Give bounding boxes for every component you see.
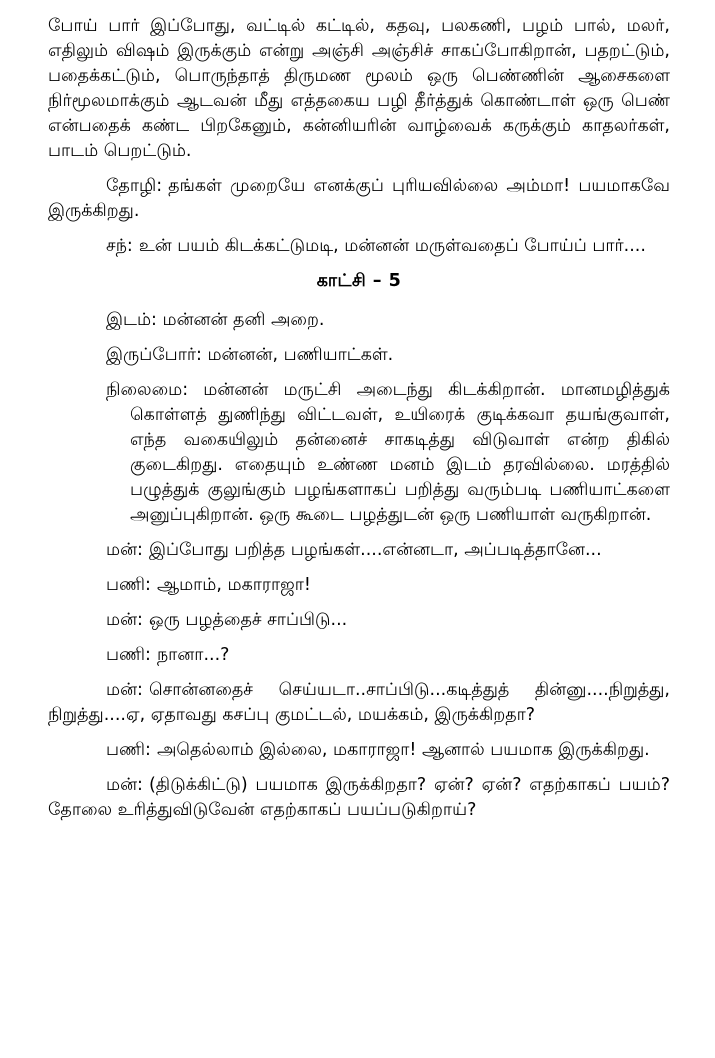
dialogue-text: அதெல்லாம் இல்லை, மகாராஜா! ஆனால் பயமாக இருக்கிறது. — [156, 740, 650, 760]
dialogue-text: ஆமாம், மகாராஜா! — [156, 575, 311, 595]
document-page — [48, 14, 670, 833]
speaker-label: சந்: — [106, 236, 133, 256]
dialogue-line — [48, 538, 670, 563]
dialogue-text: இப்போது பறித்த பழங்கள்....என்னடா, அப்படித்தானே... — [148, 540, 602, 560]
dialogue-line — [48, 773, 670, 823]
scene-situation-text: நிலைமை: மன்னன் மருட்சி அடைந்து கிடக்கிறான். மானமழித்துக் கொள்ளத் துணிந்து விட்டவள், உயிரைக் குடிக்கவா தயங்குவாள், எந்த வகையிலும் தன்னைச் சாகடித்து விடுவாள் என்ற திகில் குடைகிறது. எதையும் உண்ண மனம் இடம் தரவில்லை. மரத்தில் பழுத்துக் குலுங்கும் பழங்களாகப் பறித்து வரும்படி பணியாட்களை அனுப்புகிறான். ஒரு கூடை பழத்துடன் ஒரு பணியாள் வருகிறான். — [106, 380, 670, 525]
dialogue-line — [48, 608, 670, 633]
dialogue-text: சொன்னதைச் செய்யடா..சாப்பிடு...கடித்துத் தின்னு....நிறுத்து, நிறுத்து....ஏ, ஏதாவது கசப்பு குமட்டல், மயக்கம், இருக்கிறதா? — [48, 680, 670, 725]
speaker-label: பணி: — [106, 575, 151, 595]
narration-paragraph: போய் பார் இப்போது, வட்டில் கட்டில், கதவு, பலகணி, பழம் பால், மலர், எதிலும் விஷம் இருக்கும் என்று அஞ்சி அஞ்சிச் சாகப்போகிறான், பதறட்டும், பதைக்கட்டும், பொருந்தாத் திருமண மூலம் ஒரு பெண்ணின் ஆசைகளை நிர்மூலமாக்கும் ஆடவன் மீது எத்தகைய பழி தீர்த்துக் கொண்டாள் ஒரு பெண் என்பதைக் கண்ட பிறகேனும், கன்னியரின் வாழ்வைக் கருக்கும் காதலர்கள், பாடம் பெறட்டும். — [48, 16, 670, 161]
speaker-label: மன்: — [106, 680, 143, 700]
scene-situation — [106, 378, 670, 528]
scene-place: இடம்: மன்னன் தனி அறை. — [106, 310, 325, 330]
speaker-label: பணி: — [106, 645, 151, 665]
speaker-label: தோழி: — [106, 176, 163, 196]
speaker-label: பணி: — [106, 740, 151, 760]
speaker-label: மன்: — [106, 775, 143, 795]
speaker-label: மன்: — [106, 610, 143, 630]
dialogue-line — [48, 738, 670, 763]
dialogue-text: (திடுக்கிட்டு) பயமாக இருக்கிறதா? ஏன்? ஏன்? எதற்காகப் பயம்? தோலை உரித்துவிடுவேன் எதற்காகப் பயப்படுகிறாய்? — [48, 775, 670, 820]
dialogue-text: உன் பயம் கிடக்கட்டுமடி, மன்னன் மருள்வதைப் போய்ப் பார்.... — [138, 236, 646, 256]
dialogue-text: நானா...? — [156, 645, 230, 665]
speaker-label: மன்: — [106, 540, 143, 560]
dialogue-line — [48, 643, 670, 668]
scene-heading: காட்சி – 5 — [316, 271, 402, 291]
dialogue-line — [48, 678, 670, 728]
dialogue-text: ஒரு பழத்தைச் சாப்பிடு... — [148, 610, 348, 630]
dialogue-line — [48, 573, 670, 598]
dialogue-line — [48, 174, 670, 224]
dialogue-line — [48, 234, 670, 259]
scene-present: இருப்போர்: மன்னன், பணியாட்கள். — [106, 345, 394, 365]
dialogue-text: தங்கள் முறையே எனக்குப் புரியவில்லை அம்மா! பயமாகவே இருக்கிறது. — [48, 176, 670, 221]
